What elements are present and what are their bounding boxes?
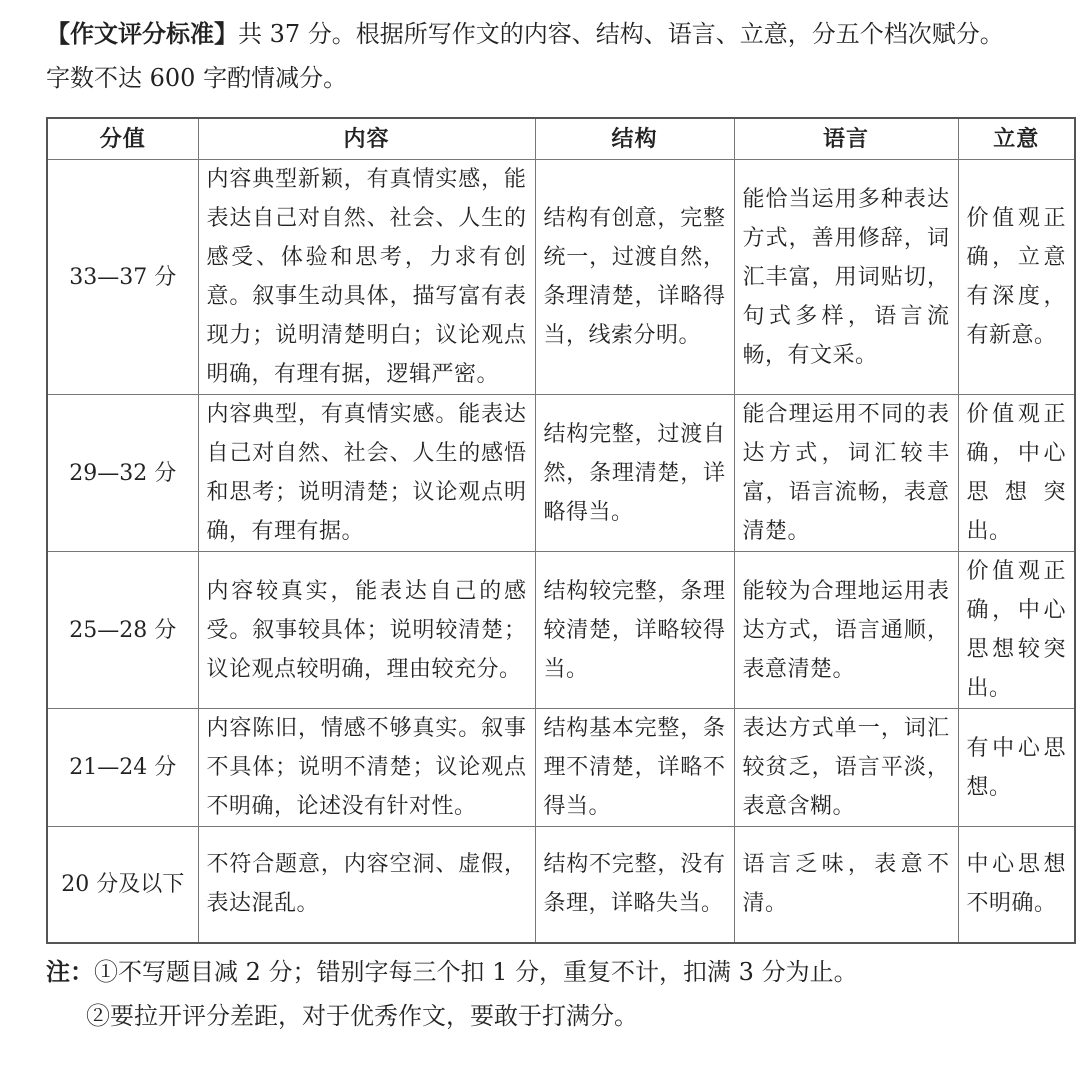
theme-cell: 价值观正确，中心思想突出。 [958, 395, 1075, 552]
section-title: 【作文评分标准】 [46, 20, 238, 48]
structure-cell: 结构不完整，没有条理，详略失当。 [535, 827, 734, 943]
score-cell: 20 分及以下 [47, 827, 198, 943]
header-theme: 立意 [958, 118, 1075, 160]
header-content: 内容 [198, 118, 535, 160]
theme-cell: 有中心思想。 [958, 709, 1075, 827]
intro-line-2: 字数不达 600 字酌情减分。 [46, 64, 348, 92]
structure-cell: 结构完整，过渡自然，条理清楚，详略得当。 [535, 395, 734, 552]
note-line-1 [46, 950, 1076, 994]
language-cell: 能合理运用不同的表达方式，词汇较丰富，语言流畅，表意清楚。 [734, 395, 958, 552]
table-header-row [47, 118, 1075, 160]
intro-line-1 [46, 12, 1076, 56]
structure-cell: 结构较完整，条理较清楚，详略较得当。 [535, 552, 734, 709]
structure-cell: 结构有创意，完整统一，过渡自然，条理清楚，详略得当，线索分明。 [535, 160, 734, 395]
score-cell: 25—28 分 [47, 552, 198, 709]
table-row [47, 160, 1075, 395]
scoring-table [46, 117, 1076, 944]
score-cell: 29—32 分 [47, 395, 198, 552]
content-cell: 内容典型，有真情实感。能表达自己对自然、社会、人生的感悟和思考；说明清楚；议论观点明确，有理有据。 [198, 395, 535, 552]
table-row [47, 395, 1075, 552]
theme-cell: 价值观正确，立意有深度，有新意。 [958, 160, 1075, 395]
intro-paragraph [46, 12, 1076, 100]
language-cell: 表达方式单一，词汇较贫乏，语言平淡，表意含糊。 [734, 709, 958, 827]
content-cell: 不符合题意，内容空洞、虚假，表达混乱。 [198, 827, 535, 943]
note-label: 注： [46, 958, 94, 986]
table-row [47, 827, 1075, 943]
content-cell: 内容较真实，能表达自己的感受。叙事较具体；说明较清楚；议论观点较明确，理由较充分。 [198, 552, 535, 709]
header-language: 语言 [734, 118, 958, 160]
content-cell: 内容典型新颖，有真情实感，能表达自己对自然、社会、人生的感受、体验和思考，力求有创意。叙事生动具体，描写富有表现力；说明清楚明白；议论观点明确，有理有据，逻辑严密。 [198, 160, 535, 395]
header-structure: 结构 [535, 118, 734, 160]
table-row [47, 552, 1075, 709]
header-score: 分值 [47, 118, 198, 160]
language-cell: 能较为合理地运用表达方式，语言通顺，表意清楚。 [734, 552, 958, 709]
table-row [47, 709, 1075, 827]
language-cell: 能恰当运用多种表达方式，善用修辞，词汇丰富，用词贴切，句式多样，语言流畅，有文采。 [734, 160, 958, 395]
content-cell: 内容陈旧，情感不够真实。叙事不具体；说明不清楚；议论观点不明确，论述没有针对性。 [198, 709, 535, 827]
intro-line-1-text: 共 37 分。根据所写作文的内容、结构、语言、立意，分五个档次赋分。 [238, 20, 1004, 48]
language-cell: 语言乏味，表意不清。 [734, 827, 958, 943]
score-cell: 33—37 分 [47, 160, 198, 395]
notes-section [46, 950, 1076, 1038]
note-item-1: ①不写题目减 2 分；错别字每三个扣 1 分，重复不计，扣满 3 分为止。 [94, 958, 858, 986]
score-cell: 21—24 分 [47, 709, 198, 827]
theme-cell: 中心思想不明确。 [958, 827, 1075, 943]
structure-cell: 结构基本完整，条理不清楚，详略不得当。 [535, 709, 734, 827]
theme-cell: 价值观正确，中心思想较突出。 [958, 552, 1075, 709]
note-item-2: ②要拉开评分差距，对于优秀作文，要敢于打满分。 [86, 1002, 638, 1030]
